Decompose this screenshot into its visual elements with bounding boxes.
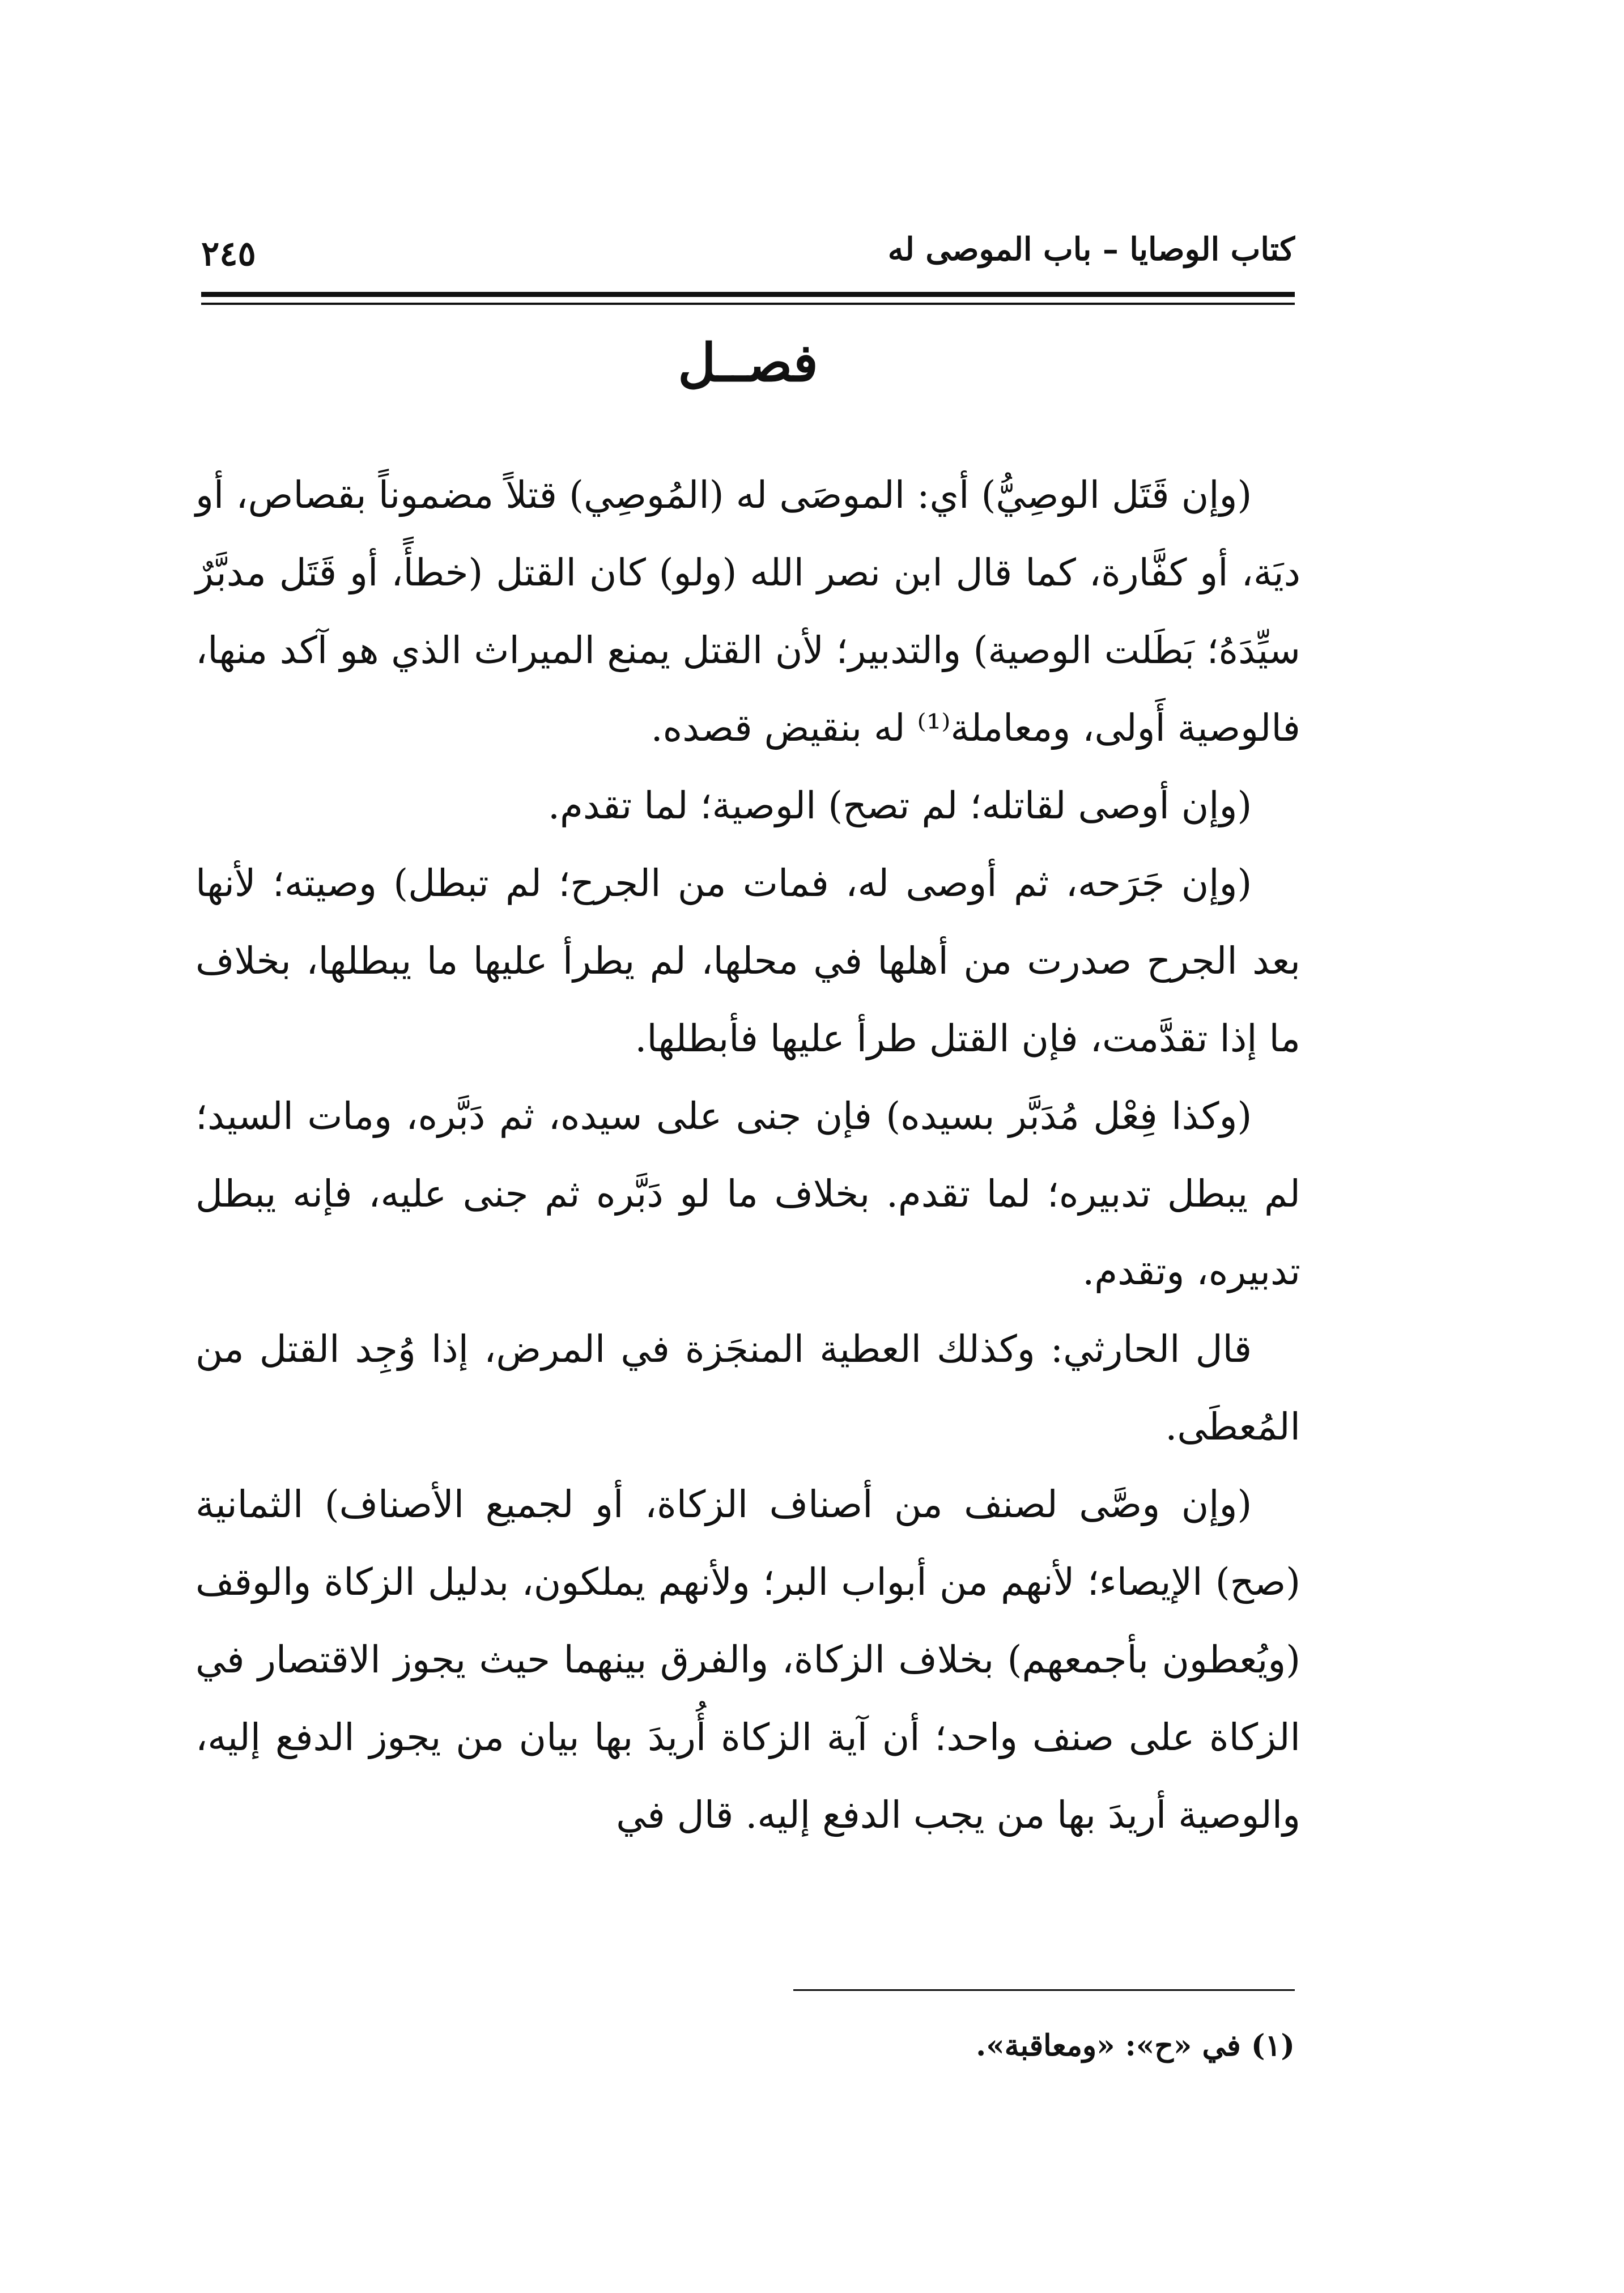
running-title: كتاب الوصايا – باب الموصى له [887,231,1295,268]
page-header [201,224,1295,275]
paragraph: (وكذا فِعْل مُدَبَّر بسيده) فإن جنى على سيده، ثم دَبَّره، ومات السيد؛ لم يبطل تدبيره؛ لما تقدم. بخلاف ما لو دَبَّره ثم جنى عليه، فإنه يبطل تدبيره، وتقدم. [195,1094,1300,1293]
page-number: ٢٤٥ [201,234,256,274]
header-rule-thick [201,292,1295,297]
paragraph: قال الحارثي: وكذلك العطية المنجَزة في المرض، إذا وُجِد القتل من المُعطَى. [195,1327,1300,1449]
header-rule-thin [201,303,1295,305]
body-text [195,456,1300,1854]
paragraph: (وإن جَرَحه، ثم أوصى له، فمات من الجرح؛ لم تبطل) وصيته؛ لأنها بعد الجرح صدرت من أهلها في محلها، لم يطرأ عليها ما يبطلها، بخلاف ما إذا تقدَّمت، فإن القتل طرأ عليها فأبطلها. [195,861,1300,1060]
footnote-separator [793,1989,1295,1991]
footnote: (١) في «ح»: «ومعاقبة». [976,2028,1295,2063]
paragraph: (وإن أوصى لقاتله؛ لم تصح) الوصية؛ لما تقدم. [547,784,1252,827]
section-heading: فصــل [678,332,818,393]
paragraph: (وإن قَتَل الوصِيُّ) أي: الموصَى له (المُوصِي) قتلاً مضموناً بقصاص، أو ديَة، أو كفَّارة، كما قال ابن نصر الله (ولو) كان القتل (خطأً، أو قَتَل مدبَّرٌ سيِّدَهُ؛ بَطَلت الوصية) والتدبير؛ لأن القتل يمنع الميراث الذي هو آكد منها، فالوصية أَولى، ومعاملة⁽¹⁾ له بنقيض قصده. [195,473,1300,750]
paragraph: (وإن وصَّى لصنف من أصناف الزكاة، أو لجميع الأصناف) الثمانية (صح) الإيصاء؛ لأنهم من أبواب البر؛ ولأنهم يملكون، بدليل الزكاة والوقف (ويُعطون بأجمعهم) بخلاف الزكاة، والفرق بينهما حيث يجوز الاقتصار في الزكاة على صنف واحد؛ أن آية الزكاة أُريدَ بها بيان من يجوز الدفع إليه، والوصية أريدَ بها من يجب الدفع إليه. قال في [195,1483,1300,1837]
